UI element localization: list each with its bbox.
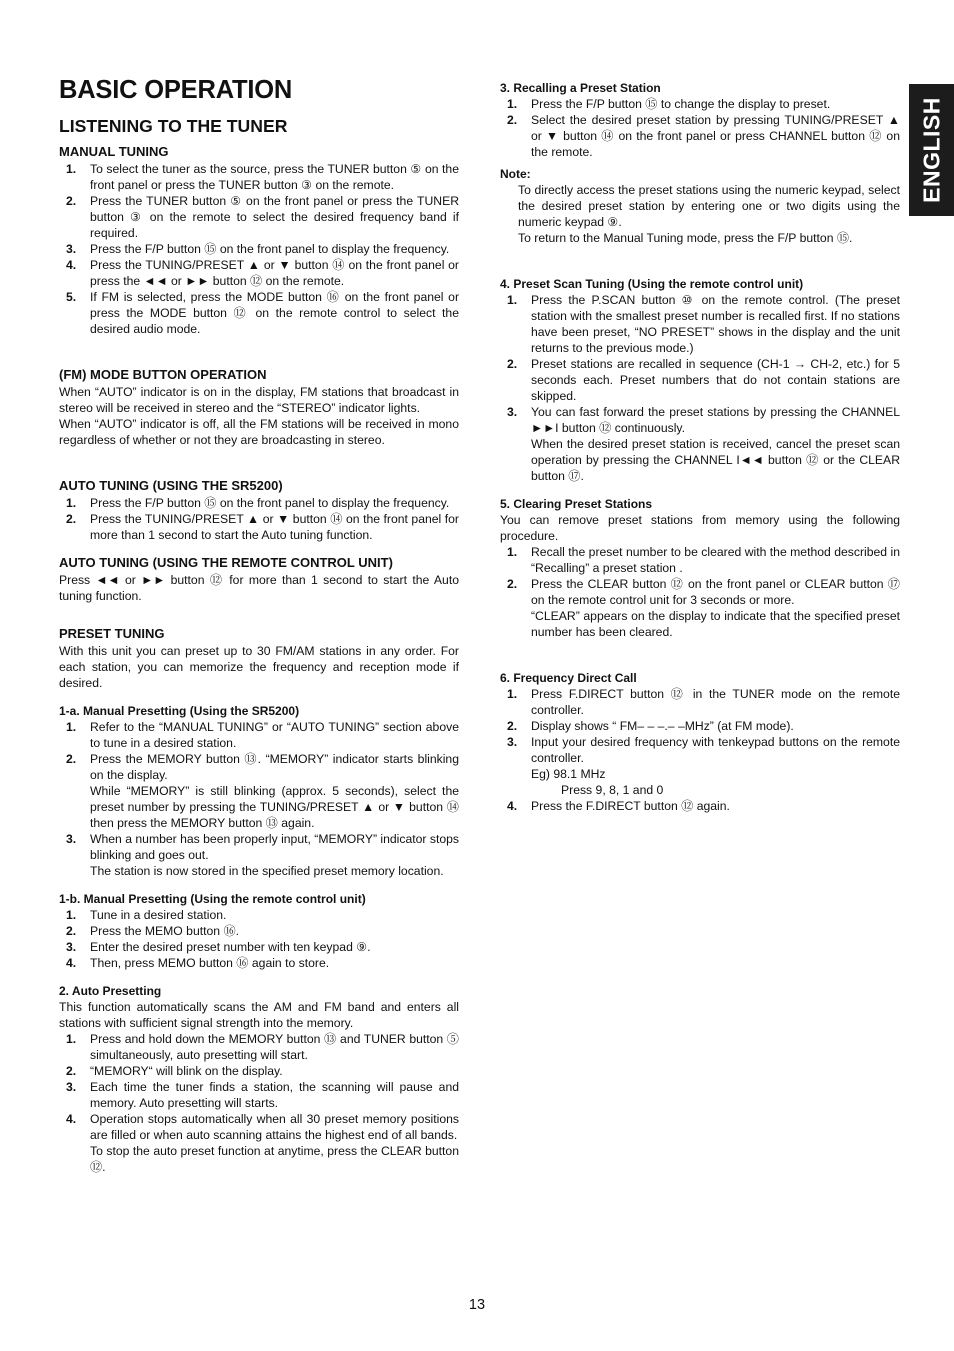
auto-tuning-remote-heading: AUTO TUNING (USING THE REMOTE CONTROL UNIT) xyxy=(59,555,393,570)
list-item: 1. Tune in a desired station. xyxy=(66,908,227,922)
language-tab-label: ENGLISH xyxy=(918,97,944,203)
manual-tuning-steps xyxy=(59,161,459,337)
recalling-heading: 3. Recalling a Preset Station xyxy=(500,81,661,95)
list-item: 5. If FM is selected, press the MODE button ⑯ on the front panel or press the MODE button ⑫ on the remote control to select the desired audio mode. xyxy=(66,290,459,336)
list-item: 1. Refer to the “MANUAL TUNING” or “AUTO TUNING” section above to tune in a desired station. xyxy=(66,720,459,750)
auto-presetting-section xyxy=(59,983,459,1175)
clearing-heading: 5. Clearing Preset Stations xyxy=(500,497,653,511)
list-item: 1. Press F.DIRECT button ⑫ in the TUNER mode on the remote controller. xyxy=(507,687,900,717)
manual-tuning-heading: MANUAL TUNING xyxy=(59,144,169,159)
list-item: 2. Press the MEMO button ⑯. xyxy=(66,924,240,938)
auto-tuning-sr5200-heading: AUTO TUNING (USING THE SR5200) xyxy=(59,478,283,493)
auto-tuning-sr5200-section xyxy=(59,478,459,543)
list-item: 4. Operation stops automatically when all 30 preset memory positions are filled or when auto scanning attains the highest end of all bands. To stop the auto preset function at anytime, press the CLEAR button ⑫. xyxy=(66,1112,459,1174)
page-number: 13 xyxy=(468,1297,486,1313)
note-label: Note: xyxy=(500,167,531,181)
list-item: 1. Recall the preset number to be cleared with the method described in “Recalling” a preset station . xyxy=(507,545,900,575)
auto-presetting-para: This function automatically scans the AM and FM band and enters all stations with sufficient signal strength into the memory. xyxy=(59,1000,459,1030)
list-item: 3. Enter the desired preset number with ten keypad ⑨. xyxy=(66,940,371,954)
auto-tuning-remote-section xyxy=(59,555,459,604)
list-item: 1. Press and hold down the MEMORY button ⑬ and TUNER button ⑤ simultaneously, auto presetting will start. xyxy=(66,1032,459,1062)
list-item: 1. To select the tuner as the source, press the TUNER button ⑤ on the front panel or press the TUNER button ③ on the remote. xyxy=(66,162,459,192)
list-item: 2. Preset stations are recalled in sequence (CH-1 → CH-2, etc.) for 5 seconds each. Preset numbers that do not contain stations are skipped. xyxy=(507,357,900,403)
list-item: 3. Input your desired frequency with tenkeypad buttons on the remote controller. Eg) 98.1 MHz Press 9, 8, 1 and 0 xyxy=(507,735,900,797)
clearing-section xyxy=(500,496,900,640)
list-item: 4. Then, press MEMO button ⑯ again to store. xyxy=(66,956,330,970)
right-column xyxy=(500,80,900,814)
page-title: BASIC OPERATION xyxy=(59,76,293,104)
direct-call-section xyxy=(500,670,900,814)
recalling-section xyxy=(500,80,900,246)
manual-presetting-sr5200-section xyxy=(59,703,459,879)
language-tab xyxy=(909,84,954,216)
list-item: 2. Press the MEMORY button ⑬. “MEMORY” indicator starts blinking on the display. While “MEMORY” is still blinking (approx. 5 seconds), select the preset number by pressing the TUNING/PRESET ▲ or ▼ button ⑭ then press the MEMORY button ⑬ again. xyxy=(66,752,459,830)
manual-presetting-remote-section xyxy=(59,891,459,971)
list-item: 4. Press the TUNING/PRESET ▲ or ▼ button ⑭ on the front panel or press the ◄◄ or ►► button ⑫ on the remote. xyxy=(66,258,459,288)
left-column xyxy=(59,74,459,1175)
manual-presetting-remote-heading: 1-b. Manual Presetting (Using the remote control unit) xyxy=(59,892,366,906)
auto-presetting-heading: 2. Auto Presetting xyxy=(59,984,162,998)
auto-tuning-remote-para: Press ◄◄ or ►► button ⑫ for more than 1 second to start the Auto tuning function. xyxy=(59,573,459,603)
list-item: 3. When a number has been properly input, “MEMORY” indicator stops blinking and goes out. The station is now stored in the specified preset memory location. xyxy=(66,832,459,878)
fm-mode-para-1: When “AUTO” indicator is on in the display, FM stations that broadcast in stereo will be received in stereo and the “STEREO” indicator lights. xyxy=(59,385,459,415)
direct-call-heading: 6. Frequency Direct Call xyxy=(500,671,637,685)
preset-tuning-section xyxy=(59,626,459,691)
clearing-para: You can remove preset stations from memory using the following procedure. xyxy=(500,513,900,543)
preset-tuning-para: With this unit you can preset up to 30 FM/AM stations in any order. For each station, you can memorize the frequency and reception mode if desired. xyxy=(59,644,459,690)
list-item: 2. “MEMORY“ will blink on the display. xyxy=(66,1064,283,1078)
list-item: 3. Each time the tuner finds a station, the scanning will pause and memory. Auto presetting will starts. xyxy=(66,1080,459,1110)
list-item: 2. Display shows “ FM– – –.– –MHz” (at FM mode). xyxy=(507,719,794,733)
preset-scan-heading: 4. Preset Scan Tuning (Using the remote control unit) xyxy=(500,277,804,291)
list-item: 3. You can fast forward the preset stations by pressing the CHANNEL ►►I button ⑫ continuously. When the desired preset station is received, cancel the preset scan operation by pressing the CHANNEL I◄◄ button ⑫ or the CLEAR button ⑰. xyxy=(507,405,900,483)
list-item: 2. Press the TUNER button ⑤ on the front panel or press the TUNER button ③ on the remote to select the desired frequency band if required. xyxy=(66,194,459,240)
list-item: 2. Press the TUNING/PRESET ▲ or ▼ button ⑭ on the front panel for more than 1 second to start the Auto tuning function. xyxy=(66,512,459,542)
list-item: 4. Press the F.DIRECT button ⑫ again. xyxy=(507,799,730,813)
preset-tuning-heading: PRESET TUNING xyxy=(59,626,165,641)
section-title: LISTENING TO THE TUNER xyxy=(59,116,288,136)
list-item: 2. Press the CLEAR button ⑫ on the front panel or CLEAR button ⑰ on the remote control unit for 3 seconds or more. “CLEAR” appears on the display to indicate that the specified preset number has been cleared. xyxy=(507,577,900,639)
note-text-1: To directly access the preset stations using the numeric keypad, select the desired preset station by entering one or two digits using the numeric keypad ⑨. xyxy=(518,183,900,229)
list-item: 1. Press the F/P button ⑮ to change the display to preset. xyxy=(507,97,831,111)
manual-presetting-sr5200-heading: 1-a. Manual Presetting (Using the SR5200) xyxy=(59,704,300,718)
fm-mode-heading: (FM) MODE BUTTON OPERATION xyxy=(59,367,267,382)
manual-tuning-section xyxy=(59,144,459,337)
fm-mode-section xyxy=(59,367,459,448)
list-item: 3. Press the F/P button ⑮ on the front panel to display the frequency. xyxy=(66,242,450,256)
preset-scan-section xyxy=(500,276,900,484)
list-item: 1. Press the P.SCAN button ⑩ on the remote control. (The preset station with the smallest preset number is recalled first. If no stations have been preset, “NO PRESET” shows in the display and the unit returns to the previous mode.) xyxy=(507,293,900,355)
note-text-2: To return to the Manual Tuning mode, press the F/P button ⑮. xyxy=(518,231,853,245)
list-item: 2. Select the desired preset station by pressing TUNING/PRESET ▲ or ▼ button ⑭ on the front panel or press CHANNEL button ⑫ on the remote. xyxy=(507,113,900,159)
fm-mode-para-2: When “AUTO” indicator is off, all the FM stations will be received in mono regardless of whether or not they are broadcasting in stereo. xyxy=(59,417,459,447)
list-item: 1. Press the F/P button ⑮ on the front panel to display the frequency. xyxy=(66,496,450,510)
